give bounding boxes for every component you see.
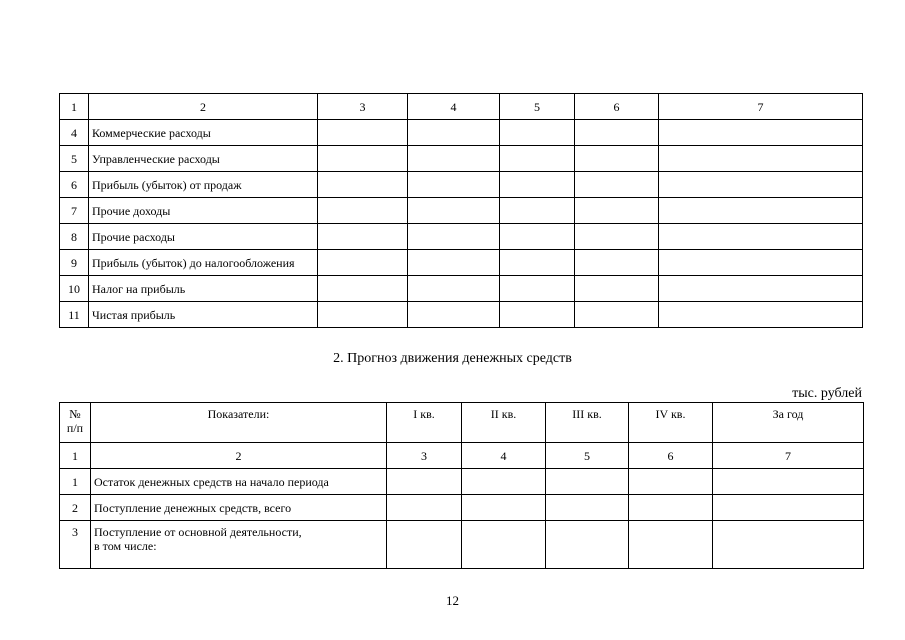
table-row xyxy=(60,224,863,250)
header-row-number xyxy=(60,403,91,443)
row-number: 3 xyxy=(60,521,91,569)
empty-cell xyxy=(659,250,863,276)
empty-cell xyxy=(713,469,864,495)
empty-cell xyxy=(659,276,863,302)
empty-cell xyxy=(659,224,863,250)
table-row xyxy=(60,495,864,521)
table-row xyxy=(60,172,863,198)
empty-cell xyxy=(408,146,500,172)
empty-cell xyxy=(318,224,408,250)
table-row xyxy=(60,521,864,569)
empty-cell xyxy=(462,469,546,495)
empty-cell xyxy=(387,495,462,521)
row-label: Остаток денежных средств на начало периода xyxy=(91,469,387,495)
table-row xyxy=(60,276,863,302)
empty-cell xyxy=(318,276,408,302)
section-title: 2. Прогноз движения денежных средств xyxy=(333,351,572,366)
empty-cell xyxy=(659,120,863,146)
empty-cell xyxy=(546,469,629,495)
empty-cell xyxy=(318,120,408,146)
column-number: 7 xyxy=(713,443,864,469)
column-number-row xyxy=(60,443,864,469)
row-label: Поступление денежных средств, всего xyxy=(91,495,387,521)
column-number: 5 xyxy=(546,443,629,469)
column-number: 2 xyxy=(91,443,387,469)
row-number: 5 xyxy=(60,146,89,172)
table-row xyxy=(60,146,863,172)
empty-cell xyxy=(387,469,462,495)
empty-cell xyxy=(500,302,575,328)
row-number: 1 xyxy=(60,469,91,495)
row-number: 9 xyxy=(60,250,89,276)
row-number: 10 xyxy=(60,276,89,302)
empty-cell xyxy=(575,276,659,302)
row-label: Налог на прибыль xyxy=(89,276,318,302)
empty-cell xyxy=(318,302,408,328)
empty-cell xyxy=(629,495,713,521)
table-row xyxy=(60,250,863,276)
empty-cell xyxy=(629,469,713,495)
header-indicators: Показатели: xyxy=(91,403,387,443)
financial-results-table xyxy=(59,93,863,328)
row-number: 8 xyxy=(60,224,89,250)
row-label: Прочие расходы xyxy=(89,224,318,250)
empty-cell xyxy=(659,172,863,198)
row-label: Чистая прибыль xyxy=(89,302,318,328)
column-number: 1 xyxy=(60,443,91,469)
empty-cell xyxy=(659,198,863,224)
header-q3: III кв. xyxy=(546,403,629,443)
row-label: Управленческие расходы xyxy=(89,146,318,172)
empty-cell xyxy=(500,276,575,302)
column-number: 3 xyxy=(318,94,408,120)
empty-cell xyxy=(500,120,575,146)
column-number: 7 xyxy=(659,94,863,120)
row-label-line: в том числе: xyxy=(94,539,157,553)
empty-cell xyxy=(408,120,500,146)
empty-cell xyxy=(659,146,863,172)
empty-cell xyxy=(500,224,575,250)
row-number: 7 xyxy=(60,198,89,224)
empty-cell xyxy=(546,495,629,521)
empty-cell xyxy=(575,120,659,146)
empty-cell xyxy=(408,224,500,250)
table-row xyxy=(60,120,863,146)
empty-cell xyxy=(629,521,713,569)
empty-cell xyxy=(408,302,500,328)
empty-cell xyxy=(575,302,659,328)
empty-cell xyxy=(500,172,575,198)
empty-cell xyxy=(500,250,575,276)
header-q4: IV кв. xyxy=(629,403,713,443)
empty-cell xyxy=(462,495,546,521)
column-number: 4 xyxy=(408,94,500,120)
empty-cell xyxy=(408,276,500,302)
empty-cell xyxy=(575,198,659,224)
empty-cell xyxy=(462,521,546,569)
units-label: тыс. рублей xyxy=(792,386,862,401)
column-number: 1 xyxy=(60,94,89,120)
empty-cell xyxy=(575,224,659,250)
column-number: 2 xyxy=(89,94,318,120)
empty-cell xyxy=(546,521,629,569)
column-number: 6 xyxy=(629,443,713,469)
row-number: 4 xyxy=(60,120,89,146)
row-number: 2 xyxy=(60,495,91,521)
empty-cell xyxy=(408,198,500,224)
header-q2: II кв. xyxy=(462,403,546,443)
empty-cell xyxy=(659,302,863,328)
table-header-row xyxy=(60,403,864,443)
header-number-abbrev: п/п xyxy=(66,421,84,435)
empty-cell xyxy=(408,250,500,276)
empty-cell xyxy=(318,250,408,276)
empty-cell xyxy=(408,172,500,198)
row-label: Прибыль (убыток) от продаж xyxy=(89,172,318,198)
empty-cell xyxy=(387,521,462,569)
header-number-sign: № xyxy=(69,407,81,421)
header-year: За год xyxy=(713,403,864,443)
empty-cell xyxy=(318,198,408,224)
row-label: Прочие доходы xyxy=(89,198,318,224)
empty-cell xyxy=(713,521,864,569)
cash-flow-forecast-table xyxy=(59,402,864,569)
empty-cell xyxy=(500,146,575,172)
table-row xyxy=(60,198,863,224)
empty-cell xyxy=(318,146,408,172)
row-label xyxy=(91,521,387,569)
header-q1: I кв. xyxy=(387,403,462,443)
empty-cell xyxy=(575,172,659,198)
table-row xyxy=(60,302,863,328)
row-label-line: Поступление от основной деятельности, xyxy=(94,525,302,539)
empty-cell xyxy=(713,495,864,521)
empty-cell xyxy=(575,146,659,172)
column-number: 3 xyxy=(387,443,462,469)
column-number: 6 xyxy=(575,94,659,120)
row-number: 11 xyxy=(60,302,89,328)
row-number: 6 xyxy=(60,172,89,198)
empty-cell xyxy=(318,172,408,198)
empty-cell xyxy=(500,198,575,224)
table-row xyxy=(60,469,864,495)
empty-cell xyxy=(575,250,659,276)
column-number: 4 xyxy=(462,443,546,469)
row-label: Прибыль (убыток) до налогообложения xyxy=(89,250,318,276)
page-number: 12 xyxy=(446,593,459,608)
table-header-row xyxy=(60,94,863,120)
column-number: 5 xyxy=(500,94,575,120)
row-label: Коммерческие расходы xyxy=(89,120,318,146)
